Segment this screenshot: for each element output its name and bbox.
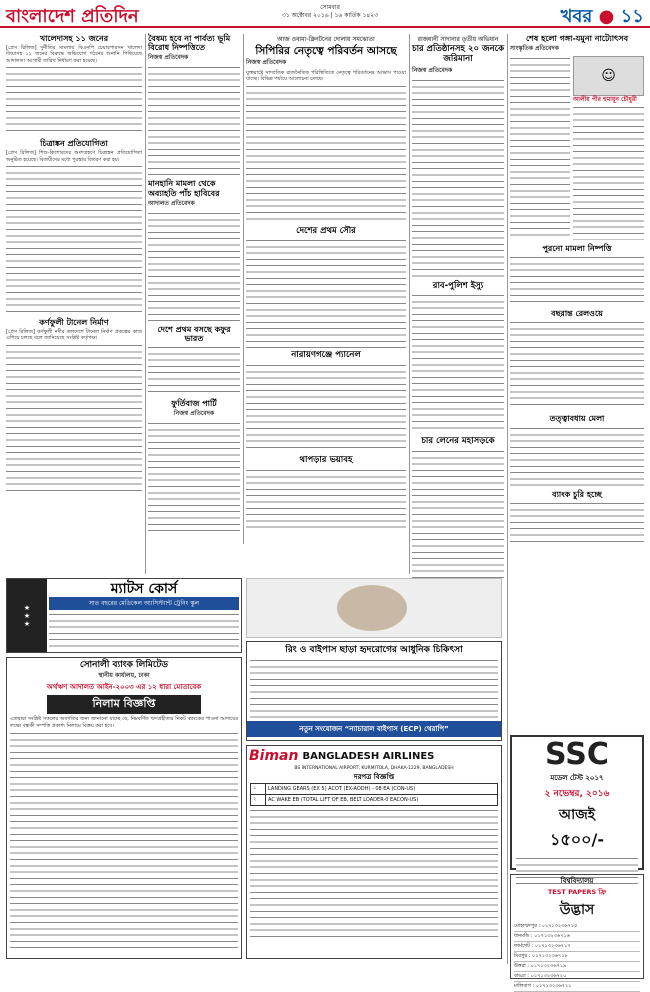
table-row: ১ LANDING GEARS (EX 5) ACOT (EX-AODH) - 08 EA (CON-US) — [251, 784, 498, 795]
text-block — [510, 56, 570, 236]
text-block — [510, 320, 644, 410]
branch-item: ধানমন্ডি : ০১৭১৩২৩৬৭১৬ — [514, 932, 640, 942]
auction-notice — [6, 657, 242, 959]
table-cell: LANDING GEARS (EX 5) ACOT (EX-AODH) - 08 EA (CON-US) — [266, 784, 498, 795]
headline: খালেদাসহ ১১ জনের — [39, 34, 109, 43]
headline: মানহানি মামলা থেকে অব্যাহতি পাঁচ হাবিবের — [148, 179, 220, 198]
article-body: [প্রেস রিলিজ] কর্ণফুলী নদীর তলদেশে টানেল নির্মাণ প্রকল্পের কাজ এগিয়ে চলছে বলে জানিয়েছে সংশ্লিষ্ট কর্তৃপক্ষ। — [6, 329, 142, 342]
text-block — [510, 255, 644, 305]
text-block — [6, 65, 142, 135]
ad-title: রিং ও বাইপাস ছাড়া হৃদরোগের আধুনিক চিকিৎসা — [285, 645, 463, 655]
headline: তত্ত্বাবধায় মেলা — [549, 414, 605, 424]
auction-body: এতদ্বারা সংশ্লিষ্ট সকলের অবগতির জন্য জানানো যাচ্ছে যে, নিম্নবর্ণিত ঋণগ্রহীতার নিকট ব্যাংকের পাওনা আদায়ের লক্ষ্যে বন্ধকী সম্পত্তি প্রকাশ্য নিলামে বিক্রয় করা হবে। — [10, 716, 238, 729]
ad-side-logo: ★★★ — [7, 579, 47, 652]
tender-table — [250, 783, 498, 806]
ssc-date: ২ নভেম্বর, ২০১৬ — [544, 789, 610, 799]
masthead — [0, 0, 650, 28]
text-block — [148, 65, 240, 175]
headline: বছরান্ত রেলওয়ে — [551, 309, 603, 319]
branch-list — [511, 922, 643, 992]
kicker: আজ ওবামা-ক্লিনটনের দোলায় সমঝোতা — [277, 36, 375, 43]
ssc-today: আজই — [558, 807, 596, 823]
text-block — [148, 345, 240, 395]
branch-item: মোহাম্মদপুর : ০১৭১৩২৩৬৭১৫ — [514, 922, 640, 932]
date: ৩১ অক্টোবর ২০১৬ | ১৬ কার্তিক ১৪২৩ — [281, 12, 379, 19]
text-block — [412, 293, 504, 433]
ad-subtitle: সাত বছরের মেডিকেল অ্যাসিস্ট্যান্ট ট্রেনিং স্কুল — [49, 597, 239, 610]
biman-address: BS INTERNATIONAL AIRPORT, KURMITOLA, DHAKA-1229, BANGLADESH — [294, 766, 454, 771]
biman-tender-ad — [246, 745, 502, 959]
ssc-sub: মডেল টেস্ট ২০১৭ — [550, 774, 604, 782]
headline: ফুর্তিবাজ পার্টি — [171, 399, 217, 409]
headline: চার প্রতিষ্ঠানসহ ২০ জনকে জরিমানা — [412, 44, 505, 64]
column-5 — [510, 34, 644, 594]
biman-logo: Biman — [249, 748, 299, 764]
column-2 — [148, 34, 240, 544]
branch-item: মালিবাগ : ০১৭১৩২৩৬৭২১ — [514, 982, 640, 992]
ad-subtitle: নতুন সংযোজন “ন্যাচারাল বাইপাস (ECP) থেরাপি” — [247, 721, 501, 737]
headline: বৈষম্য হবে না পার্বত্য ভূমি বিরোধ নিষ্পত্তিতে — [148, 34, 231, 53]
day: সোমবার — [320, 4, 340, 11]
bank-name: সোনালী ব্যাংক লিমিটেড — [79, 660, 169, 670]
headline: রাব-পুলিশ ইস্যু — [432, 280, 484, 291]
text-block — [510, 501, 644, 546]
lead-headline: সিপিরির নেতৃত্বে পরিবর্তন আসছে — [255, 45, 397, 57]
page-label — [561, 2, 644, 33]
uddash-title: উদ্ভাস — [559, 902, 595, 918]
article-body: যুক্তরাষ্ট্রে সাম্প্রতিক রাজনৈতিক পরিস্থিতিতে নেতৃত্বে পরিবর্তনের আভাস পাওয়া যাচ্ছে। বিভিন্ন পর্যায়ে আলোচনা চলছে। — [246, 70, 406, 83]
obituary-title: আলীয় পীর হুমায়ূন চৌধুরী — [573, 96, 637, 104]
headline: ব্যাংক চুরি হচ্ছে — [552, 489, 602, 499]
text-block — [10, 731, 238, 953]
text-block — [246, 84, 406, 224]
ssc-price: ১৫০০/- — [549, 830, 605, 849]
heart-image — [337, 585, 407, 631]
text-block — [246, 238, 406, 348]
branch-item: উত্তরা : ০১৭১৩২৩৬৭১৯ — [514, 962, 640, 972]
column-divider — [243, 34, 244, 544]
column-divider — [145, 34, 146, 574]
ssc-label: SSC — [545, 737, 609, 772]
column-divider — [409, 34, 410, 574]
brand-logo: বাংলাদেশ প্রতিদিন — [6, 6, 139, 27]
text-block — [246, 468, 406, 528]
byline: নিজস্ব প্রতিবেদক — [148, 54, 189, 62]
text-block — [6, 164, 142, 314]
text-block — [573, 105, 644, 240]
text-block — [49, 612, 239, 648]
section-name: খবর — [560, 6, 593, 27]
text-block — [148, 211, 240, 321]
notice-title: দরপত্র বিজ্ঞপ্তি — [353, 773, 395, 781]
text-block — [412, 78, 504, 278]
byline: আদালত প্রতিবেদক — [148, 199, 195, 207]
auction-title: নিলাম বিজ্ঞপ্তি — [47, 695, 201, 714]
headline: দেশে প্রথম বসছে কফুর ভারত — [157, 324, 231, 343]
headline: পুরনো মামলা নিষ্পত্তি — [542, 244, 612, 254]
bank-office: স্থানীয় কার্যালয়, ঢাকা — [98, 672, 150, 680]
column-divider — [507, 34, 508, 964]
auction-lead: অর্থঋণ আদালত আইন-২০০৩ এর ১২ ধারা মোতাবেক — [46, 683, 202, 692]
byline: নিজস্ব প্রতিবেদক — [246, 59, 287, 67]
uddash-kicker: বিশ্ববিদ্যালয় — [560, 877, 594, 885]
byline: নিজস্ব প্রতিবেদক — [173, 410, 215, 418]
table-cell: AC WAKE EB (TOTAL LIFT OF EB, BELT LOADER-0 EACON-US) — [266, 795, 498, 806]
uddash-ad — [510, 874, 644, 989]
table-row: ২ AC WAKE EB (TOTAL LIFT OF EB, BELT LOADER-0 EACON-US) — [251, 795, 498, 806]
headline: দেশের প্রথম সৌর — [296, 225, 356, 236]
ssc-ad — [510, 735, 644, 870]
text-block — [148, 421, 240, 531]
photo-ad — [246, 578, 502, 638]
headline: চিত্রাঙ্কন প্রতিযোগিতা — [40, 139, 108, 149]
portrait-photo: ☺ — [573, 56, 644, 96]
text-block — [6, 343, 142, 493]
text-block — [246, 363, 406, 453]
article-body: [প্রেস রিলিজ] শিশু-কিশোরদের অংশগ্রহণে চিত্রাঙ্কন প্রতিযোগিতা অনুষ্ঠিত হয়েছে। বিজয়ীদের মধ্যে পুরস্কার বিতরণ করা হয়। — [6, 150, 142, 163]
byline: নিজস্ব প্রতিবেদক — [412, 66, 453, 74]
dateline — [260, 4, 400, 20]
mats-course-ad — [6, 578, 242, 653]
hospital-ad — [246, 641, 502, 741]
dot-icon: ● — [598, 6, 615, 27]
column-4 — [412, 34, 504, 574]
headline: নারায়ণগঞ্জে প্যানেল — [291, 350, 361, 361]
text-block — [250, 808, 498, 938]
headline: শেষ হলো গঙ্গা-যমুনা নাট্যোৎসব — [525, 34, 629, 43]
ad-title: ম্যাটস কোর্স — [110, 581, 178, 597]
branch-item: বাড্ডা : ০১৭১৩২৩৬৭২০ — [514, 972, 640, 982]
center-column — [246, 34, 406, 574]
text-block — [510, 426, 644, 486]
page-number: ১১ — [620, 6, 644, 27]
headline: কর্ণফুলী টানেল নির্মাণ — [39, 317, 109, 327]
column-1 — [6, 34, 142, 574]
biman-name: BANGLADESH AIRLINES — [302, 750, 435, 762]
branch-item: ফার্মগেট : ০১৭১৩২৩৬৭১৭ — [514, 942, 640, 952]
byline: সাংস্কৃতিক প্রতিবেদক — [510, 45, 559, 53]
text-block — [412, 449, 504, 579]
headline: চার লেনের মহাসড়কে — [421, 436, 495, 447]
article-body: [প্রেস রিলিজ] দুর্নীতির মামলায় বিএনপি চেয়ারপারসন খালেদা জিয়াসহ ১১ জনের বিরুদ্ধে অভিযোগ গঠনের শুনানি পিছিয়েছে আদালত। আগামী তারিখ নির্ধারণ করা হয়েছে। — [6, 45, 142, 64]
text-block — [250, 658, 498, 718]
branch-item: মিরপুর : ০১৭১৩২৩৬৭১৮ — [514, 952, 640, 962]
uddash-sub: TEST PAPERS ফ্রি — [547, 888, 607, 896]
kicker: রাজধানী সাদানার তৃতীয় অভিযান — [417, 36, 499, 43]
headline: থাপড়ার ভয়াবহ — [299, 455, 353, 466]
